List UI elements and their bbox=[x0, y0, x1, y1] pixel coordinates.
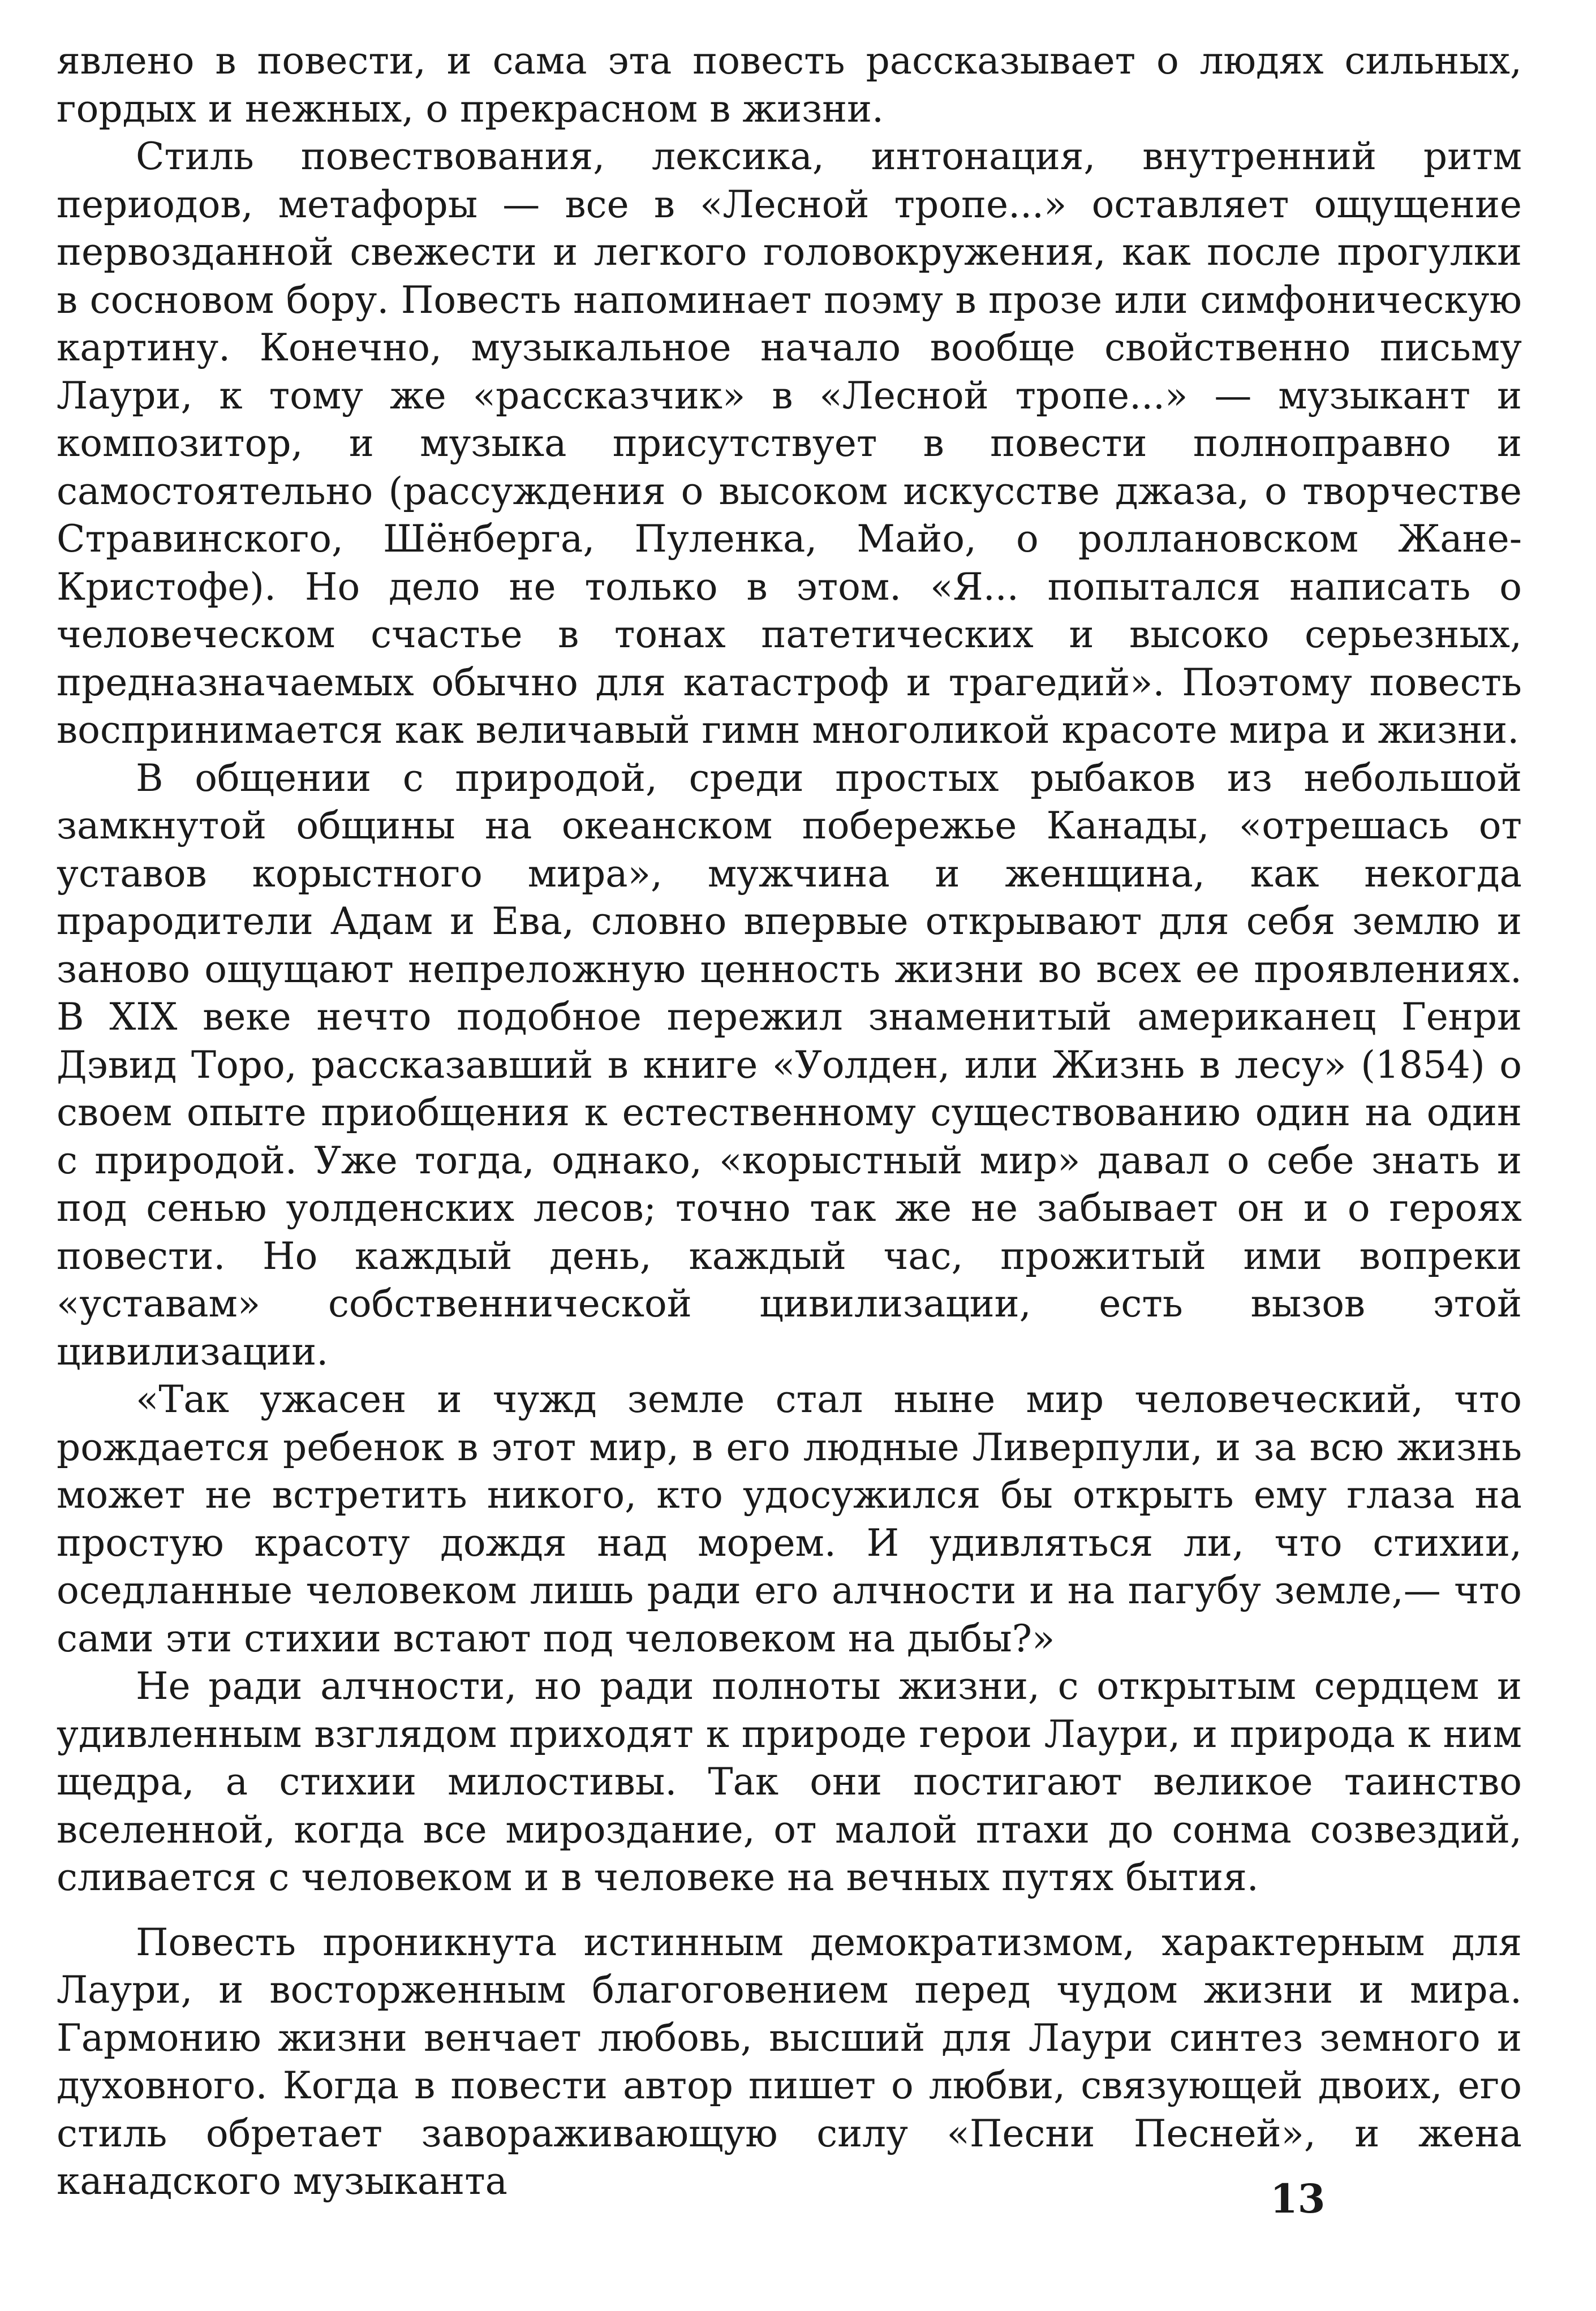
paragraph: Не ради алчности, но ради полноты жизни, с открытым сердцем и удивленным взглядом приходят к природе герои Лаури, и природа к ним щедра, а стихии милостивы. Так они постигают великое таинство вселенной, когда все мироздание, от малой птахи до сонма созвездий, сливается с человеком и в человеке на вечных путях бытия. bbox=[57, 1664, 1522, 1899]
page-text bbox=[57, 37, 1522, 2206]
quote-paragraph: «Так ужасен и чужд земле стал ныне мир человеческий, что рождается ребенок в этот мир, в его людные Ливерпули, и за всю жизнь может не встретить никого, кто удосужился бы открыть ему глаза на простую красоту дождя над морем. И удивляться ли, что стихии, оседланные человеком лишь ради его алчности и на пагубу земле,— что сами эти стихии встают под человеком на дыбы?» bbox=[57, 1378, 1522, 1660]
page-number: 13 bbox=[1270, 2175, 1326, 2222]
paragraph: В общении с природой, среди простых рыбаков из небольшой замкнутой общины на океанском побережье Канады, «отрешась от уставов корыстного мира», мужчина и женщина, как некогда прародители Адам и Ева, словно впервые открывают для себя землю и заново ощущают непреложную ценность жизни во всех ее проявлениях. В XIX веке нечто подобное пережил знаменитый американец Генри Дэвид Торо, рассказавший в книге «Уолден, или Жизнь в лесу» (1854) о своем опыте приобщения к естественному существованию один на один с природой. Уже тогда, однако, «корыстный мир» давал о себе знать и под сенью уолденских лесов; точно так же не забывает он и о героях повести. Но каждый день, каждый час, прожитый ими вопреки «уставам» собственнической цивилизации, есть вызов этой цивилизации. bbox=[57, 756, 1522, 1374]
paragraph-continuation: явлено в повести, и сама эта повесть рассказывает о людях сильных, гордых и нежных, о прекрасном в жизни. bbox=[57, 39, 1522, 131]
paragraph: Повесть проникнута истинным демократизмом, характерным для Лаури, и восторженным благоговением перед чудом жизни и мира. Гармонию жизни венчает любовь, высший для Лаури синтез земного и духовного. Когда в повести автор пишет о любви, связующей двоих, его стиль обретает завораживающую силу «Песни Песней», и жена канадского музыканта bbox=[57, 1920, 1522, 2203]
paragraph: Стиль повествования, лексика, интонация, внутренний ритм периодов, метафоры — все в «Лесной тропе...» оставляет ощущение первозданной свежести и легкого головокружения, как после прогулки в сосновом бору. Повесть напоминает поэму в прозе или симфоническую картину. Конечно, музыкальное начало вообще свойственно письму Лаури, к тому же «рассказчик» в «Лесной тропе...» — музыкант и композитор, и музыка присутствует в повести полноправно и самостоятельно (рассуждения о высоком искусстве джаза, о творчестве Стравинского, Шёнберга, Пуленка, Майо, о роллановском Жане-Кристофе). Но дело не только в этом. «Я... попытался написать о человеческом счастье в тонах патетических и высоко серьезных, предназначаемых обычно для катастроф и трагедий». Поэтому повесть воспринимается как величавый гимн многоликой красоте мира и жизни. bbox=[57, 135, 1522, 752]
